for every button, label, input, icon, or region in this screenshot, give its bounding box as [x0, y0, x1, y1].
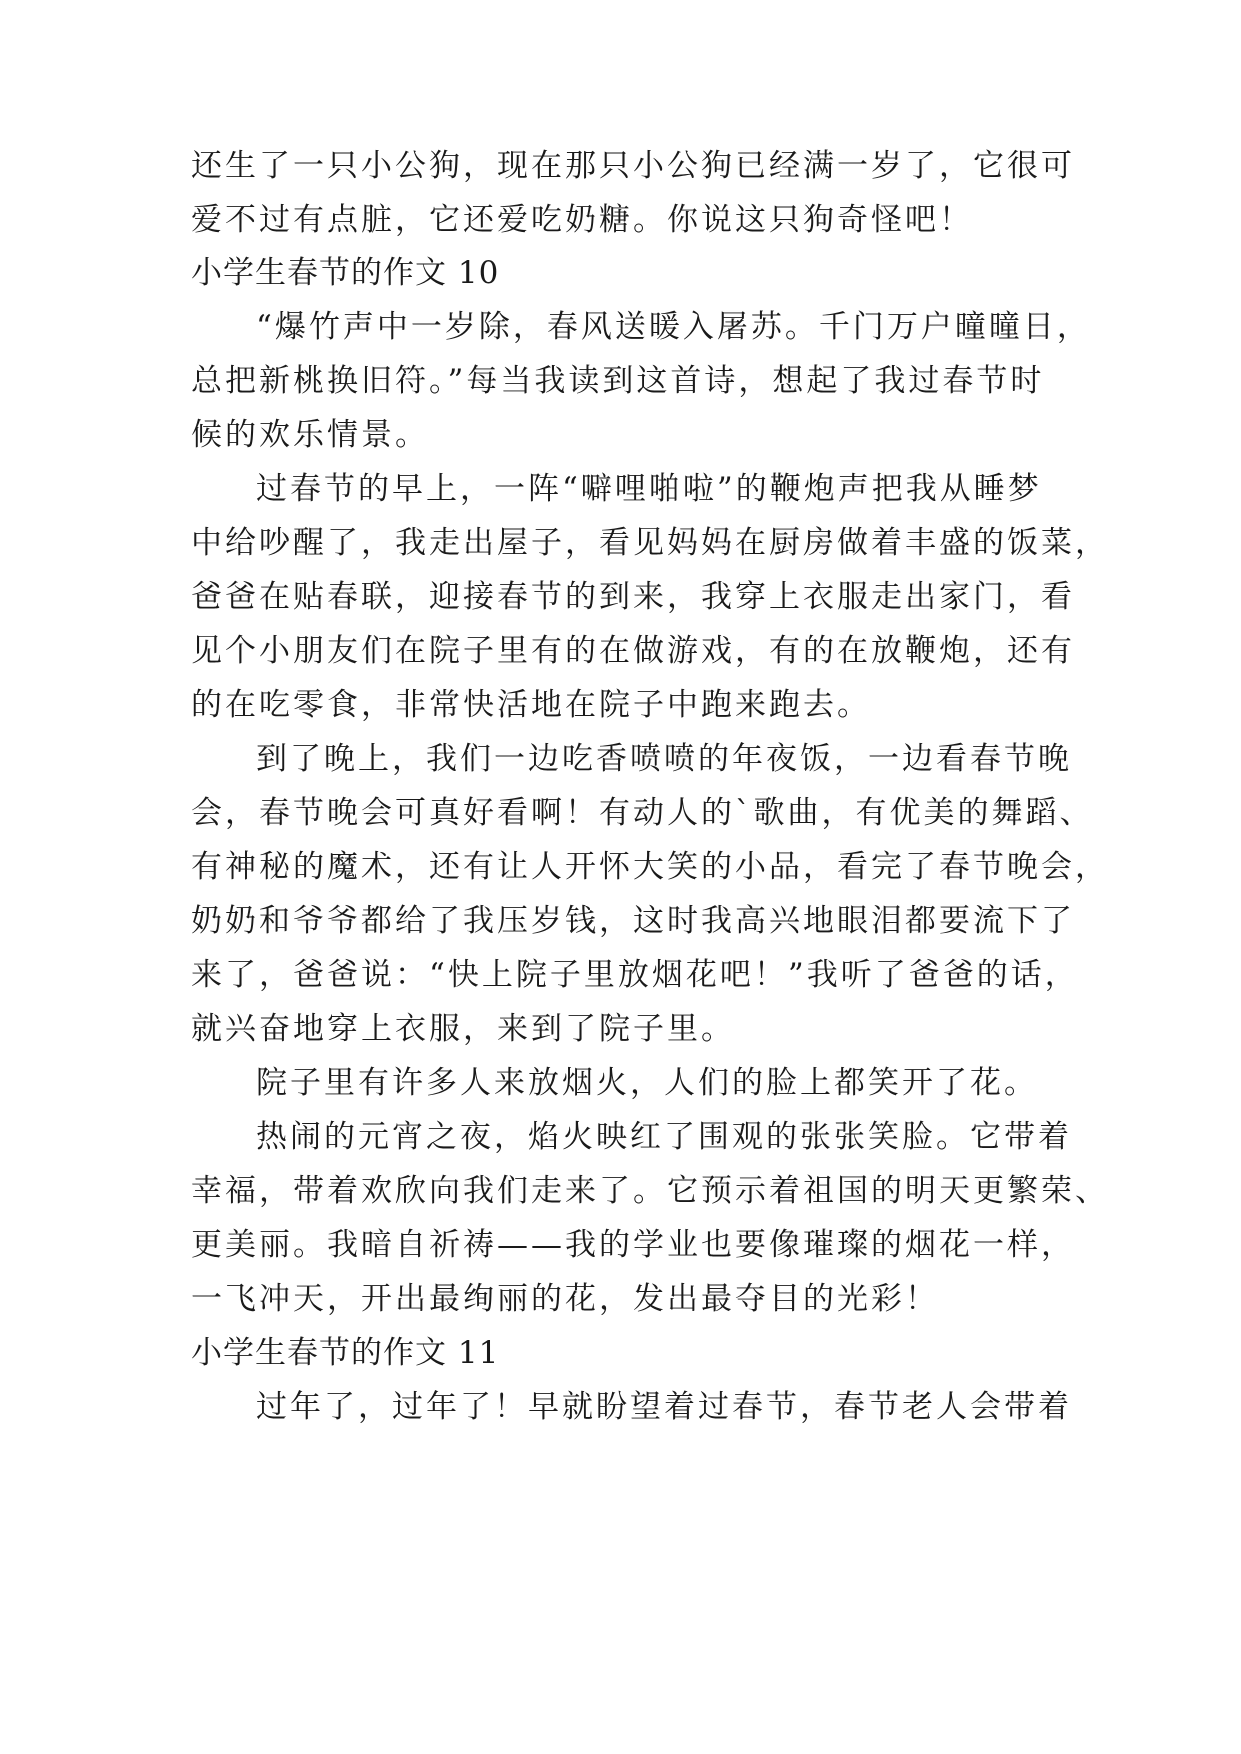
paragraph-line: 奶奶和爷爷都给了我压岁钱，这时我高兴地眼泪都要流下了 — [191, 903, 1075, 939]
paragraph-line: 总把新桃换旧符。”每当我读到这首诗，想起了我过春节时 — [191, 363, 1045, 399]
paragraph-line: 见个小朋友们在院子里有的在做游戏，有的在放鞭炮，还有 — [191, 633, 1075, 669]
paragraph-line: 院子里有许多人来放烟火，人们的脸上都笑开了花。 — [256, 1065, 1038, 1101]
paragraph-line: 一飞冲天，开出最绚丽的花，发出最夺目的光彩！ — [191, 1281, 939, 1317]
paragraph-line: 爸爸在贴春联，迎接春节的到来，我穿上衣服走出家门，看 — [191, 579, 1075, 615]
paragraph-line: 更美丽。我暗自祈祷——我的学业也要像璀璨的烟花一样， — [191, 1227, 1075, 1263]
paragraph-line: 热闹的元宵之夜，焰火映红了围观的张张笑脸。它带着 — [256, 1119, 1072, 1155]
paragraph-line: 到了晚上，我们一边吃香喷喷的年夜饭，一边看春节晚 — [256, 741, 1072, 777]
paragraph-line: 就兴奋地穿上衣服，来到了院子里。 — [191, 1011, 735, 1047]
paragraph-line: 中给吵醒了，我走出屋子，看见妈妈在厨房做着丰盛的饭菜， — [191, 525, 1109, 561]
paragraph-line: 有神秘的魔术，还有让人开怀大笑的小品，看完了春节晚会， — [191, 849, 1109, 885]
paragraph-line: 幸福，带着欢欣向我们走来了。它预示着祖国的明天更繁荣、 — [191, 1173, 1109, 1209]
section-heading: 小学生春节的作文 10 — [191, 255, 500, 291]
paragraph-line: 还生了一只小公狗，现在那只小公狗已经满一岁了，它很可 — [191, 148, 1075, 184]
paragraph-line: 来了，爸爸说：“快上院子里放烟花吧！”我听了爸爸的话， — [191, 957, 1079, 993]
paragraph-line: 会，春节晚会可真好看啊！有动人的`歌曲，有优美的舞蹈、 — [191, 795, 1094, 831]
paragraph-line: “爆竹声中一岁除，春风送暖入屠苏。千门万户曈曈日， — [256, 309, 1091, 345]
paragraph-line: 的在吃零食，非常快活地在院子中跑来跑去。 — [191, 687, 871, 723]
paragraph-line: 过年了，过年了！早就盼望着过春节，春节老人会带着 — [256, 1389, 1072, 1425]
section-heading: 小学生春节的作文 11 — [191, 1335, 500, 1371]
paragraph-line: 过春节的早上，一阵“噼哩啪啦”的鞭炮声把我从睡梦 — [256, 471, 1042, 507]
paragraph-line: 候的欢乐情景。 — [191, 417, 429, 453]
paragraph-line: 爱不过有点脏，它还爱吃奶糖。你说这只狗奇怪吧！ — [191, 202, 973, 238]
